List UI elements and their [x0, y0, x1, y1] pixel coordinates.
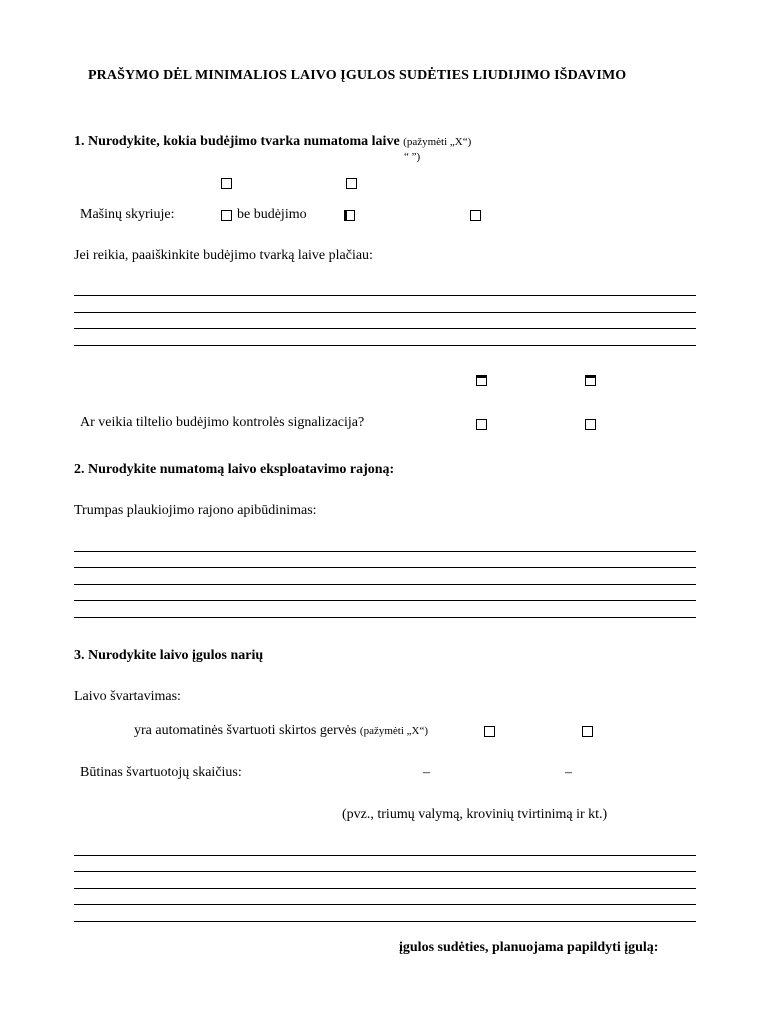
answer-line[interactable] — [74, 888, 696, 889]
document-title: PRAŠYMO DĖL MINIMALIOS LAIVO ĮGULOS SUDĖTIES LIUDIJIMO IŠDAVIMO — [88, 68, 627, 83]
section-1-note-fragment: “ ”) — [404, 151, 421, 163]
answer-line[interactable] — [74, 567, 696, 568]
engine-option-checkbox-3[interactable] — [470, 210, 481, 221]
answer-line[interactable] — [74, 584, 696, 585]
mooring-crew-dash-1: – — [423, 765, 430, 780]
section-1-note: (pažymėti „X“) — [403, 136, 472, 148]
winches-yes-checkbox[interactable] — [484, 726, 495, 737]
answer-line[interactable] — [74, 904, 696, 905]
watch-option-checkbox-1[interactable] — [221, 178, 232, 189]
answer-line[interactable] — [74, 855, 696, 856]
engine-option-checkbox-2[interactable] — [344, 210, 355, 221]
section-1-heading — [74, 134, 471, 150]
answer-line[interactable] — [74, 328, 696, 329]
winches-note: (pažymėti „X“) — [359, 725, 429, 737]
section-3-heading: 3. Nurodykite laivo įgulos narių — [74, 648, 264, 663]
engine-no-watch-label: be budėjimo — [237, 207, 307, 222]
bridge-alarm-no-checkbox[interactable] — [585, 419, 596, 430]
bridge-header-checkbox-1[interactable] — [476, 375, 487, 386]
section-2-heading: 2. Nurodykite numatomą laivo eksploatavimo rajoną: — [74, 462, 395, 477]
winches-question — [134, 723, 428, 739]
watch-option-checkbox-2[interactable] — [346, 178, 357, 189]
examples-note: (pvz., triumų valymą, krovinių tvirtinimą ir kt.) — [342, 807, 608, 822]
answer-line[interactable] — [74, 617, 696, 618]
crew-footer-text: įgulos sudėties, planuojama papildyti įgulą: — [399, 940, 659, 955]
winches-no-checkbox[interactable] — [582, 726, 593, 737]
bridge-alarm-question: Ar veikia tiltelio budėjimo kontrolės signalizacija? — [80, 415, 365, 430]
answer-line[interactable] — [74, 871, 696, 872]
answer-line[interactable] — [74, 295, 696, 296]
answer-line[interactable] — [74, 551, 696, 552]
mooring-crew-label: Būtinas švartuotojų skaičius: — [80, 765, 242, 780]
engine-room-label: Mašinų skyriuje: — [80, 207, 175, 222]
explain-watch-label: Jei reikia, paaiškinkite budėjimo tvarką laive plačiau: — [74, 248, 373, 263]
winches-label: yra automatinės švartuoti skirtos gervės — [134, 723, 357, 738]
answer-line[interactable] — [74, 921, 696, 922]
bridge-header-checkbox-2[interactable] — [585, 375, 596, 386]
answer-line[interactable] — [74, 312, 696, 313]
area-description-label: Trumpas plaukiojimo rajono apibūdinimas: — [74, 503, 317, 518]
answer-line[interactable] — [74, 345, 696, 346]
mooring-crew-dash-2: – — [565, 765, 572, 780]
section-1-heading-text: 1. Nurodykite, kokia budėjimo tvarka numatoma laive — [74, 134, 400, 149]
engine-no-watch-checkbox[interactable] — [221, 210, 232, 221]
bridge-alarm-yes-checkbox[interactable] — [476, 419, 487, 430]
mooring-label: Laivo švartavimas: — [74, 689, 181, 704]
answer-line[interactable] — [74, 600, 696, 601]
